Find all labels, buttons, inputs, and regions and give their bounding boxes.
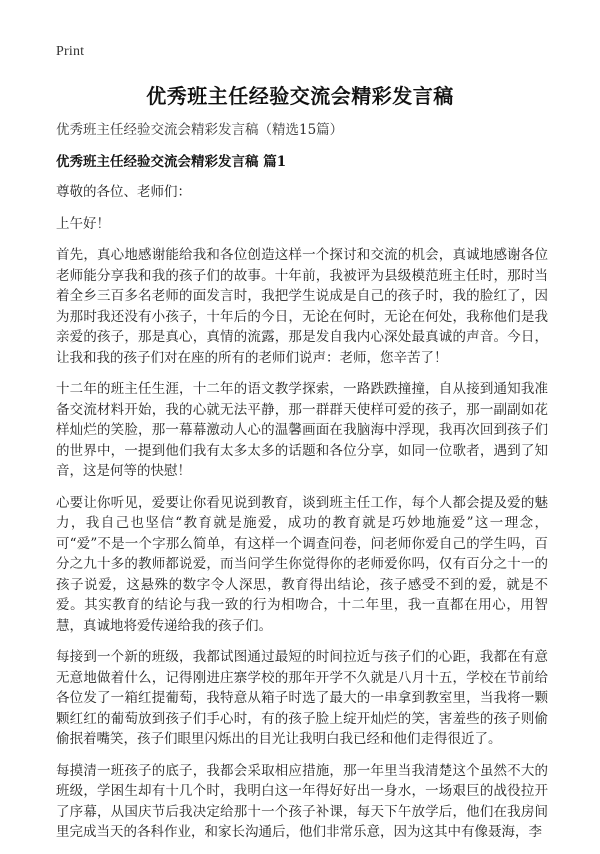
salutation: 尊敬的各位、老师们： [56, 184, 191, 200]
print-link[interactable]: Print [56, 44, 85, 59]
paragraph: 每接到一个新的班级，我都试图通过最短的时间拉近与孩子们的心距，我都在有意无意地做着什么，记得刚进庄寨学校的那年开学不久就是八月十五，学校在节前给各位发了一箱红提葡萄，我特意从箱子时选了最大的一串拿到教室里，当我将一颗颗红红的葡萄放到孩子们手心时，有的孩子脸上绽开灿烂的笑，害羞些的孩子则偷偷抿着嘴笑，孩子们眼里闪烁出的目光让我明白我已经和他们走得很近了。 [56, 649, 548, 747]
paragraph: 心要让你听见，爱要让你看见说到教育，谈到班主任工作，每个人都会提及爱的魅力，我自己也坚信“教育就是施爱，成功的教育就是巧妙地施爱”这一理念，可“爱”不是一个字那么简单，有这样一个调查问卷，问老师你爱自己的学生吗，百分之九十多的教师都说爱，而当问学生你觉得你的老师爱你吗，仅有百分之十一的孩子说爱，这悬殊的数字令人深思，教育得出结论，孩子感受不到的爱，就是不爱。其实教育的结论与我一致的行为相吻合，十二年里，我一直都在用心，用智慧，真诚地将爱传递给我的孩子们。 [56, 494, 548, 634]
paragraph: 每摸清一班孩子的底子，我都会采取相应措施，那一年里当我清楚这个虽然不大的班级，学困生却有十几个时，我明白这一年得好好出一身水，一场艰巨的战役拉开了序幕，从国庆节后我决定给那十一个孩子补课，每天下午放学后，他们在我房间里完成当天的各科作业，和家长沟通后，他们非常乐意，因为这其中有像聂海，李 [56, 762, 548, 840]
page-title: 优秀班主任经验交流会精彩发言稿 [146, 84, 454, 108]
article-body [56, 120, 548, 854]
greeting: 上午好！ [56, 215, 110, 232]
paragraph: 首先，真心地感谢能给我和各位创造这样一个探讨和交流的机会，真诚地感谢各位老师能分享我和我的孩子们的故事。十年前，我被评为县级模范班主任时，那时当着全乡三百多名老师的面发言时，我把学生说成是自己的孩子时，我的脸红了，因为那时我还没有小孩子，十年后的今日，无论在何时，无论在何处，我称他们是我亲爱的孩子，那是真心，真情的流露，那是发自我内心深处最真诚的声音。今日，让我和我的孩子们对在座的所有的老师们说声：老师，您辛苦了！ [56, 247, 548, 366]
article-subtitle: 优秀班主任经验交流会精彩发言稿（精选15篇） [56, 122, 344, 138]
section-heading: 优秀班主任经验交流会精彩发言稿 篇1 [56, 154, 287, 170]
paragraph: 十二年的班主任生涯，十二年的语文教学探索，一路跌跌撞撞，自从接到通知我准备交流材料开始，我的心就无法平静，那一群群天使样可爱的孩子，那一副副如花样灿烂的笑脸，那一幕幕激动人心的温馨画面在我脑海中浮现，我再次回到孩子们的世界中，一提到他们我有太多太多的话题和各位分享，如同一位歌者，遇到了知音，这是何等的快慰！ [56, 381, 548, 479]
